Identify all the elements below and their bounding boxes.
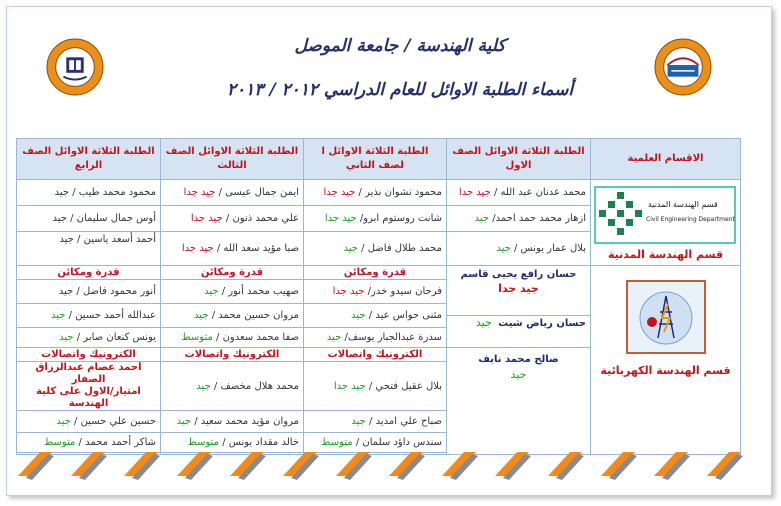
dept-civil-name: قسم الهندسة المدنية: [607, 248, 724, 261]
university-of-mosul-logo: [46, 38, 104, 96]
civil-logo-en: Civil Engineering Department: [646, 216, 735, 223]
cell: أحمد أسعد ياسين / جيد: [17, 232, 161, 266]
cell: ازهار محمد حمد احمد/ جيد: [447, 206, 591, 232]
cell: مروان حسين محمد / جيد: [161, 304, 304, 328]
dept-electrical-name: قسم الهندسة الكهربائية: [600, 364, 731, 377]
cell: أحمد عصام عبدالرزاق الصفار امتياز/الاول على كلية الهندسة: [17, 362, 161, 411]
cell: أوس جمال سليمان / جيد: [17, 206, 161, 232]
electrical-engineering-department-logo: [626, 280, 706, 354]
col-year2: الطلبة الثلاثة الاوائل ا لصف الثاني: [304, 139, 447, 180]
subheader: الكترونيك واتصالات: [161, 348, 304, 362]
cell: شاكر أحمد محمد / متوسط: [17, 433, 161, 453]
cell: عبدالله أحمد حسين / جيد: [17, 304, 161, 328]
cell: حسين علي حسين / جيد: [17, 411, 161, 433]
cell: محمد عدنان عبد الله / جيد جدا: [447, 180, 591, 206]
col-year3: الطلبة الثلاثة الاوائل الصف الثالث: [161, 139, 304, 180]
cell: سدرة عبدالجبار يوسف/ جيد: [304, 328, 447, 348]
college-title: كلية الهندسة / جامعة الموصل: [294, 36, 506, 56]
cell: ايمن جمال عيسى / جيد جدا: [161, 180, 304, 206]
cell: خالد مقداد يونس / متوسط: [161, 433, 304, 453]
cell: علي محمد ذنون / جيد جدا: [161, 206, 304, 232]
cell-y1-comm: صالح محمد نايف جيد: [447, 348, 591, 455]
header-row: [17, 139, 741, 180]
civil-logo-ar: قسم الهندسة المدنية: [648, 200, 718, 209]
cell: محمود نشوان نذير / جيد جدا: [304, 180, 447, 206]
col-dept: الاقسام العلمية: [591, 139, 741, 180]
cell: شانت روستوم ابرو/ جيد جدا: [304, 206, 447, 232]
cell: سندس داؤد سلمان / متوسط: [304, 433, 447, 453]
table-row: [17, 180, 741, 206]
civil-engineering-department-logo: [594, 186, 736, 244]
subheader: قدرة ومكائن: [304, 266, 447, 280]
table-row: [17, 266, 741, 280]
dept-civil: [591, 180, 741, 266]
cell: مثنى حواس عيد / جيد: [304, 304, 447, 328]
cell: محمود محمد طيب / جيد: [17, 180, 161, 206]
cell: محمد هلال مخصف / جيد: [161, 362, 304, 411]
cell: صفا محمد سعدون / متوسط: [161, 328, 304, 348]
cell-y1-power2: حسان رياض شيت جيد: [447, 316, 591, 348]
chevron-decoration: [14, 446, 754, 482]
cell: أنور محمود فاضل / جيد: [17, 280, 161, 304]
cell: صبا مؤيد سعد الله / جيد جدا: [161, 232, 304, 266]
cell-y1-power: حسان رافع يحيى قاسم جيد جدا: [447, 266, 591, 316]
dept-electrical: [591, 266, 741, 455]
col-year1: الطلبة الثلاثة الاوائل الصف الاول: [447, 139, 591, 180]
cell: فرحان سيدو خدر/ جيد جدا: [304, 280, 447, 304]
col-year4: الطلبة الثلاثة الاوائل الصف الرابع: [17, 139, 161, 180]
cell: صباح علي امديد / جيد: [304, 411, 447, 433]
college-of-engineering-logo: [654, 38, 712, 96]
cell: يونس كنعان صابر / جيد: [17, 328, 161, 348]
cell: صهيب محمد أنور / جيد: [161, 280, 304, 304]
page-title: أسماء الطلبة الاوائل للعام الدراسي ٢٠١٢ / ٢٠١٣: [226, 80, 574, 100]
cell: مروان مؤيد محمد سعيد / جيد: [161, 411, 304, 433]
subheader: قدرة ومكائن: [161, 266, 304, 280]
cell: بلال عقيل فتحي / جيد جدا: [304, 362, 447, 411]
subheader: الكترونيك واتصالات: [17, 348, 161, 362]
subheader: قدرة ومكائن: [17, 266, 161, 280]
cell: بلال عمار يونس / جيد: [447, 232, 591, 266]
top-students-table: [16, 138, 741, 455]
subheader: الكترونيك واتصالات: [304, 348, 447, 362]
cell: محمد طلال فاضل / جيد: [304, 232, 447, 266]
